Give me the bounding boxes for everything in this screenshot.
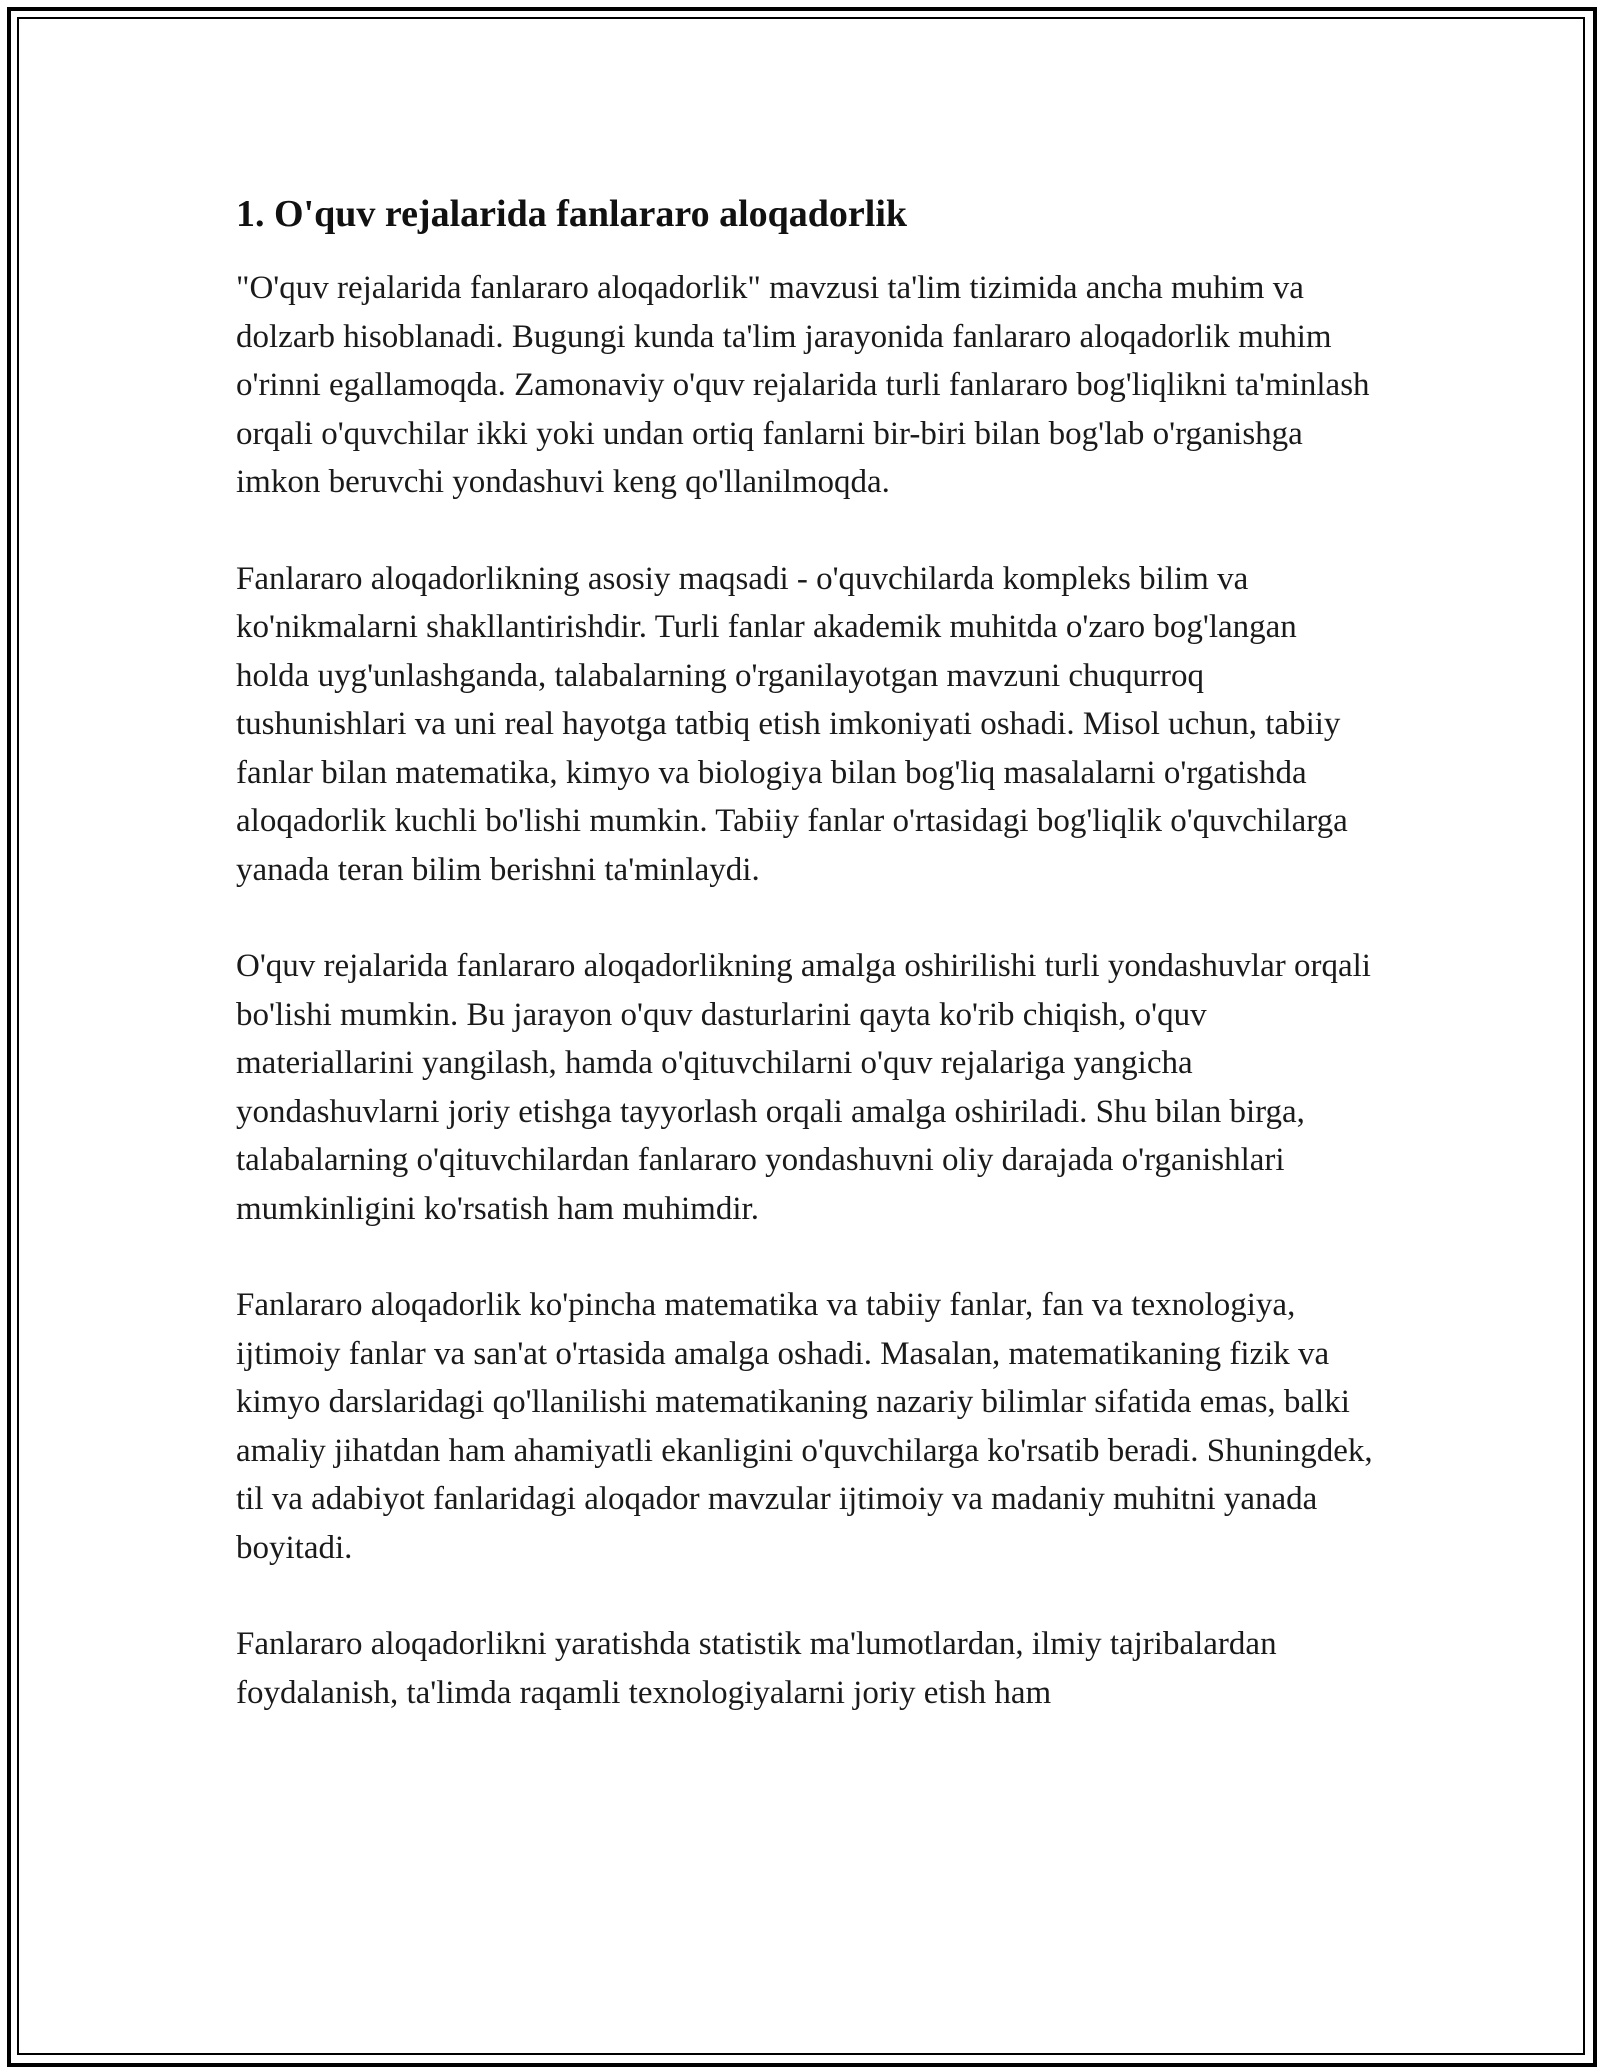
paragraph-statistics: Fanlararo aloqadorlikni yaratishda statistik ma'lumotlardan, ilmiy tajribalardan foydalanish, ta'limda raqamli texnologiyalarni joriy etish ham xyxy=(236,1626,1277,1711)
paragraph-intro: "O'quv rejalarida fanlararo aloqadorlik" mavzusi ta'lim tizimida ancha muhim va dolzarb hisoblanadi. Bugungi kunda ta'lim jarayonida fanlararo aloqadorlik muhim o'rinni egallamoqda. Zamonaviy o'quv rejalarida turli fanlararo bog'liqlikni ta'minlash orqali o'quvchilar ikki yoki undan ortiq fanlarni bir-biri bilan bog'lab o'rganishga imkon beruvchi yondashuvi keng qo'llanilmoqda. xyxy=(236,270,1370,500)
paragraph-examples: Fanlararo aloqadorlik ko'pincha matematika va tabiiy fanlar, fan va texnologiya, ijtimoiy fanlar va san'at o'rtasida amalga oshadi. Masalan, matematikaning fizik va kimyo darslaridagi qo'llanilishi matematikaning nazariy bilimlar sifatida emas, balki amaliy jihatdan ham ahamiyatli ekanligini o'quvchilarga ko'rsatib beradi. Shuningdek, til va adabiyot fanlaridagi aloqador mavzular ijtimoiy va madaniy muhitni yanada boyitadi. xyxy=(236,1287,1373,1566)
document-body xyxy=(236,186,1376,1765)
paragraph-implementation: O'quv rejalarida fanlararo aloqadorlikning amalga oshirilishi turli yondashuvlar orqali bo'lishi mumkin. Bu jarayon o'quv dasturlarini qayta ko'rib chiqish, o'quv materiallarini yangilash, hamda o'qituvchilarni o'quv rejalariga yangicha yondashuvlarni joriy etishga tayyorlash orqali amalga oshiriladi. Shu bilan birga, talabalarning o'qituvchilardan fanlararo yondashuvni oliy darajada o'rganishlari mumkinligini ko'rsatish ham muhimdir. xyxy=(236,948,1371,1227)
paragraph-purpose: Fanlararo aloqadorlikning asosiy maqsadi - o'quvchilarda kompleks bilim va ko'nikmalarni shakllantirishdir. Turli fanlar akademik muhitda o'zaro bog'langan holda uyg'unlashganda, talabalarning o'rganilayotgan mavzuni chuqurroq tushunishlari va uni real hayotga tatbiq etish imkoniyati oshadi. Misol uchun, tabiiy fanlar bilan matematika, kimyo va biologiya bilan bog'liq masalalarni o'rgatishda aloqadorlik kuchli bo'lishi mumkin. Tabiiy fanlar o'rtasidagi bog'liqlik o'quvchilarga yanada teran bilim berishni ta'minlaydi. xyxy=(236,560,1348,888)
section-title: 1. O'quv rejalarida fanlararo aloqadorlik xyxy=(236,193,908,235)
